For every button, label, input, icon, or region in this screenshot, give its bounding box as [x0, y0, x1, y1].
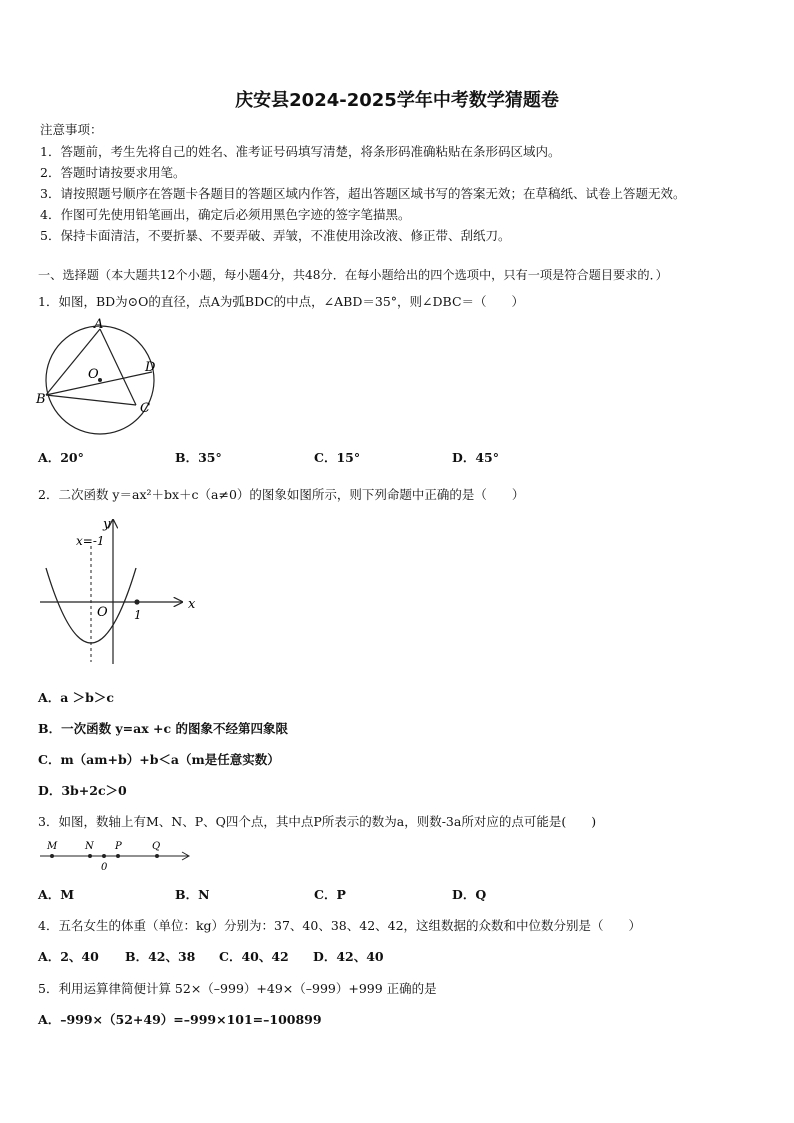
- point-p: [116, 854, 120, 858]
- label-axis: x=-1: [76, 534, 105, 548]
- q3-option-b[interactable]: B．N: [175, 887, 210, 902]
- q3-option-a[interactable]: A．M: [38, 887, 75, 902]
- chord-bc: [46, 395, 136, 405]
- q2-option-d[interactable]: D．3b+2c＞0: [38, 783, 127, 798]
- q2-option-a[interactable]: A．a ＞b＞c: [38, 690, 115, 705]
- notice-item: 1．答题前，考生先将自己的姓名、准考证号码填写清楚，将条形码准确粘贴在条形码区域内。: [40, 144, 561, 159]
- label-one: 1: [134, 608, 142, 622]
- notice-item: 2．答题时请按要求用笔。: [40, 165, 186, 180]
- label-d: D: [145, 360, 156, 375]
- notice-item: 5．保持卡面清洁，不要折暴、不要弄破、弄皱，不准使用涂改液、修正带、刮纸刀。: [40, 228, 511, 243]
- label-b: B: [36, 392, 46, 407]
- q4-option-a[interactable]: A．2、40: [38, 949, 99, 964]
- point-zero: [102, 854, 106, 858]
- q4-option-c[interactable]: C．40、42: [219, 949, 289, 964]
- chord-ac: [100, 329, 136, 405]
- point-one: [134, 599, 139, 604]
- page-title: 庆安县2024-2025学年中考数学猜题卷: [235, 90, 559, 111]
- question-1-stem: 1．如图，BD为⊙O的直径，点A为弧BDC的中点，∠ABD＝35°，则∠DBC＝（ ）: [38, 294, 525, 309]
- label-p: P: [115, 841, 122, 852]
- q5-option-a[interactable]: A．–999×（52+49）=–999×101=–100899: [38, 1012, 322, 1027]
- notice-item: 3．请按照题号顺序在答题卡各题目的答题区域内作答，超出答题区域书写的答案无效；在草稿纸、试卷上答题无效。: [40, 186, 686, 201]
- question-4-stem: 4．五名女生的体重（单位：kg）分别为：37、40、38、42、42，这组数据的众数和中位数分别是（ ）: [38, 918, 642, 933]
- label-q: Q: [152, 841, 161, 852]
- label-origin: O: [97, 605, 108, 620]
- question-2-stem: 2．二次函数 y＝ax²＋bx＋c（a≠0）的图象如图所示，则下列命题中正确的是（ ）: [38, 487, 525, 502]
- question-3-stem: 3．如图，数轴上有M、N、P、Q四个点，其中点P所表示的数为a，则数-3a所对应的点可能是( ): [38, 814, 597, 829]
- label-n: N: [85, 841, 94, 852]
- q2-option-b[interactable]: B．一次函数 y=ax +c 的图象不经第四象限: [38, 721, 288, 736]
- label-x: x: [188, 597, 196, 612]
- q1-option-c[interactable]: C．15°: [314, 450, 361, 465]
- q2-option-c[interactable]: C．m（am+b）+b＜a（m是任意实数）: [38, 752, 280, 767]
- q1-circle-figure: [30, 312, 170, 437]
- q3-number-line-figure: [38, 838, 198, 874]
- section-heading: 一、选择题（本大题共12个小题，每小题4分，共48分．在每小题给出的四个选项中，只有一项是符合题目要求的．）: [38, 268, 668, 282]
- notice-heading: 注意事项：: [40, 122, 103, 137]
- label-y: y: [103, 517, 111, 532]
- q4-option-b[interactable]: B．42、38: [125, 949, 196, 964]
- q1-option-a[interactable]: A．20°: [38, 450, 84, 465]
- point-m: [50, 854, 54, 858]
- q3-option-c[interactable]: C．P: [314, 887, 346, 902]
- label-zero: 0: [101, 862, 108, 873]
- label-a: A: [94, 317, 104, 332]
- question-5-stem: 5．利用运算律简便计算 52×（–999）+49×（–999）+999 正确的是: [38, 981, 437, 996]
- q2-parabola-figure: [30, 512, 210, 672]
- label-c: C: [140, 401, 150, 416]
- point-q: [155, 854, 159, 858]
- label-m: M: [47, 841, 58, 852]
- notice-item: 4．作图可先使用铅笔画出，确定后必须用黑色字迹的签字笔描黑。: [40, 207, 411, 222]
- q1-option-b[interactable]: B．35°: [175, 450, 222, 465]
- q1-option-d[interactable]: D．45°: [452, 450, 499, 465]
- point-n: [88, 854, 92, 858]
- label-o: O: [88, 367, 99, 382]
- q4-option-d[interactable]: D．42、40: [313, 949, 384, 964]
- q3-option-d[interactable]: D．Q: [452, 887, 487, 902]
